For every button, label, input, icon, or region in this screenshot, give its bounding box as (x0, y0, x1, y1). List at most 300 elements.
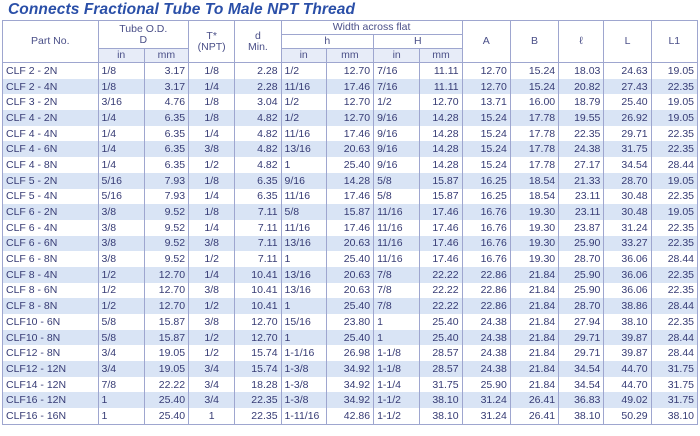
cell-l-script: 22.35 (559, 126, 604, 142)
cell-d-min: 22.35 (235, 408, 281, 424)
cell-tube-od-mm: 12.70 (144, 283, 188, 299)
table-row (3, 63, 698, 79)
cell-d-min: 12.70 (235, 330, 281, 346)
cell-h-in: 5/8 (281, 204, 326, 220)
cell-a: 22.86 (462, 283, 510, 299)
cell-hh-in: 9/16 (374, 126, 420, 142)
cell-l: 26.92 (604, 110, 651, 126)
cell-a: 15.24 (462, 126, 510, 142)
cell-l: 25.40 (604, 94, 651, 110)
cell-tube-od-mm: 7.93 (144, 189, 188, 205)
cell-l: 30.48 (604, 189, 651, 205)
cell-part-no: CLF 3 - 2N (3, 94, 99, 110)
cell-d-min: 4.82 (235, 141, 281, 157)
cell-d-min: 6.35 (235, 173, 281, 189)
cell-h-mm: 17.46 (326, 189, 373, 205)
cell-b: 21.84 (510, 283, 558, 299)
header-tube-od-sub: D (139, 33, 148, 46)
cell-l1: 28.44 (651, 345, 697, 361)
cell-hh-in: 5/8 (374, 173, 420, 189)
cell-tube-od-mm: 12.70 (144, 267, 188, 283)
cell-hh-in: 1-1/2 (374, 392, 420, 408)
cell-hh-in: 7/16 (374, 79, 420, 95)
cell-a: 24.38 (462, 330, 510, 346)
cell-thread-npt: 1/2 (189, 298, 235, 314)
cell-tube-od-mm: 25.40 (144, 392, 188, 408)
cell-d-min: 15.74 (235, 345, 281, 361)
cell-h-in: 11/16 (281, 220, 326, 236)
cell-a: 13.71 (462, 94, 510, 110)
cell-tube-od-in: 1/2 (98, 283, 144, 299)
cell-h-mm: 20.63 (326, 236, 373, 252)
cell-l-script: 23.87 (559, 220, 604, 236)
cell-part-no: CLF 8 - 6N (3, 283, 99, 299)
header-part-no: Part No. (3, 21, 99, 63)
cell-part-no: CLF 6 - 2N (3, 204, 99, 220)
cell-b: 17.78 (510, 157, 558, 173)
cell-hh-mm: 17.46 (420, 236, 462, 252)
cell-part-no: CLF 6 - 4N (3, 220, 99, 236)
cell-l1: 22.35 (651, 283, 697, 299)
cell-l-script: 25.90 (559, 267, 604, 283)
cell-thread-npt: 1/2 (189, 251, 235, 267)
cell-l-script: 25.90 (559, 283, 604, 299)
cell-tube-od-in: 3/4 (98, 345, 144, 361)
header-h-big: H (374, 35, 463, 49)
cell-l: 27.43 (604, 79, 651, 95)
cell-h-mm: 20.63 (326, 283, 373, 299)
cell-d-min: 15.74 (235, 361, 281, 377)
cell-h-in: 11/16 (281, 189, 326, 205)
header-thread (189, 21, 235, 63)
cell-h-in: 1 (281, 330, 326, 346)
cell-hh-in: 1 (374, 330, 420, 346)
cell-hh-in: 1-1/8 (374, 361, 420, 377)
cell-thread-npt: 3/4 (189, 377, 235, 393)
cell-thread-npt: 1/8 (189, 110, 235, 126)
cell-b: 19.30 (510, 220, 558, 236)
cell-l-script: 27.94 (559, 314, 604, 330)
cell-hh-in: 1/2 (374, 94, 420, 110)
unit-mm: mm (144, 49, 188, 63)
cell-h-mm: 12.70 (326, 94, 373, 110)
cell-l: 34.54 (604, 157, 651, 173)
cell-l: 36.06 (604, 283, 651, 299)
cell-tube-od-mm: 3.17 (144, 63, 188, 79)
cell-tube-od-in: 5/8 (98, 330, 144, 346)
cell-b: 17.78 (510, 126, 558, 142)
cell-l1: 22.35 (651, 189, 697, 205)
cell-d-min: 7.11 (235, 236, 281, 252)
cell-hh-in: 9/16 (374, 141, 420, 157)
cell-hh-mm: 28.57 (420, 345, 462, 361)
cell-a: 22.86 (462, 267, 510, 283)
cell-part-no: CLF14 - 12N (3, 377, 99, 393)
cell-h-mm: 42.86 (326, 408, 373, 424)
cell-hh-in: 7/16 (374, 63, 420, 79)
cell-hh-mm: 17.46 (420, 220, 462, 236)
cell-l-script: 23.11 (559, 204, 604, 220)
cell-d-min: 10.41 (235, 298, 281, 314)
cell-part-no: CLF 4 - 8N (3, 157, 99, 173)
cell-d-min: 3.04 (235, 94, 281, 110)
cell-tube-od-mm: 25.40 (144, 408, 188, 424)
cell-a: 16.25 (462, 189, 510, 205)
cell-hh-mm: 25.40 (420, 330, 462, 346)
cell-thread-npt: 3/4 (189, 392, 235, 408)
cell-tube-od-mm: 9.52 (144, 204, 188, 220)
cell-thread-npt: 1/4 (189, 267, 235, 283)
cell-hh-mm: 25.40 (420, 314, 462, 330)
cell-l: 31.75 (604, 141, 651, 157)
cell-tube-od-mm: 6.35 (144, 126, 188, 142)
cell-l1: 31.75 (651, 361, 697, 377)
cell-part-no: CLF 6 - 6N (3, 236, 99, 252)
cell-thread-npt: 3/8 (189, 314, 235, 330)
cell-part-no: CLF10 - 8N (3, 330, 99, 346)
cell-hh-mm: 38.10 (420, 408, 462, 424)
cell-a: 15.24 (462, 141, 510, 157)
cell-l-script: 20.82 (559, 79, 604, 95)
table-row (3, 189, 698, 205)
table-row (3, 330, 698, 346)
cell-l1: 19.05 (651, 63, 697, 79)
cell-l1: 38.10 (651, 408, 697, 424)
cell-h-in: 1-3/8 (281, 377, 326, 393)
table-row (3, 79, 698, 95)
cell-thread-npt: 1/2 (189, 330, 235, 346)
cell-h-in: 1/2 (281, 110, 326, 126)
cell-thread-npt: 1/4 (189, 189, 235, 205)
cell-tube-od-mm: 15.87 (144, 314, 188, 330)
cell-l-script: 28.70 (559, 251, 604, 267)
cell-tube-od-in: 1 (98, 408, 144, 424)
table-row (3, 204, 698, 220)
cell-tube-od-mm: 6.35 (144, 141, 188, 157)
cell-h-mm: 12.70 (326, 110, 373, 126)
cell-l1: 22.35 (651, 236, 697, 252)
cell-tube-od-in: 1/4 (98, 141, 144, 157)
cell-b: 15.24 (510, 79, 558, 95)
cell-d-min: 10.41 (235, 283, 281, 299)
cell-hh-mm: 11.11 (420, 79, 462, 95)
cell-l: 39.87 (604, 345, 651, 361)
table-row (3, 298, 698, 314)
cell-h-mm: 26.98 (326, 345, 373, 361)
cell-tube-od-in: 1 (98, 392, 144, 408)
cell-thread-npt: 1/8 (189, 204, 235, 220)
cell-d-min: 4.82 (235, 157, 281, 173)
cell-l-script: 24.38 (559, 141, 604, 157)
cell-tube-od-in: 1/2 (98, 267, 144, 283)
cell-hh-mm: 15.87 (420, 189, 462, 205)
cell-a: 31.24 (462, 392, 510, 408)
cell-hh-in: 11/16 (374, 204, 420, 220)
header-tube-od-label: Tube O.D. (119, 22, 168, 35)
cell-l-script: 28.70 (559, 298, 604, 314)
header-thread-sub: (NPT) (197, 40, 226, 53)
cell-a: 16.76 (462, 204, 510, 220)
cell-thread-npt: 1/8 (189, 94, 235, 110)
cell-h-mm: 12.70 (326, 63, 373, 79)
table-row (3, 392, 698, 408)
cell-h-mm: 20.63 (326, 141, 373, 157)
cell-tube-od-in: 3/8 (98, 220, 144, 236)
cell-d-min: 6.35 (235, 189, 281, 205)
cell-part-no: CLF 8 - 4N (3, 267, 99, 283)
cell-tube-od-mm: 19.05 (144, 361, 188, 377)
cell-hh-mm: 17.46 (420, 251, 462, 267)
cell-b: 21.84 (510, 267, 558, 283)
cell-l-script: 18.03 (559, 63, 604, 79)
cell-l-script: 29.71 (559, 345, 604, 361)
cell-l1: 19.05 (651, 110, 697, 126)
cell-b: 26.41 (510, 408, 558, 424)
cell-part-no: CLF12 - 12N (3, 361, 99, 377)
cell-b: 26.41 (510, 392, 558, 408)
cell-hh-in: 1 (374, 314, 420, 330)
cell-a: 16.76 (462, 220, 510, 236)
cell-hh-mm: 31.75 (420, 377, 462, 393)
cell-b: 19.30 (510, 236, 558, 252)
cell-thread-npt: 3/4 (189, 361, 235, 377)
cell-h-in: 13/16 (281, 236, 326, 252)
cell-a: 16.76 (462, 251, 510, 267)
header-d-sub: Min. (248, 40, 268, 53)
table-row (3, 141, 698, 157)
unit-mm: mm (420, 49, 462, 63)
cell-l-script: 19.55 (559, 110, 604, 126)
cell-hh-in: 7/8 (374, 298, 420, 314)
cell-a: 24.38 (462, 345, 510, 361)
cell-thread-npt: 1/4 (189, 126, 235, 142)
cell-part-no: CLF 2 - 4N (3, 79, 99, 95)
cell-l-script: 23.11 (559, 189, 604, 205)
cell-b: 21.84 (510, 330, 558, 346)
unit-in: in (374, 49, 420, 63)
cell-l1: 22.35 (651, 220, 697, 236)
cell-hh-mm: 28.57 (420, 361, 462, 377)
cell-a: 12.70 (462, 79, 510, 95)
cell-tube-od-in: 1/4 (98, 126, 144, 142)
table-row (3, 126, 698, 142)
cell-l: 24.63 (604, 63, 651, 79)
spec-table (2, 20, 698, 425)
cell-l: 36.06 (604, 267, 651, 283)
cell-l: 38.86 (604, 298, 651, 314)
cell-l-script: 38.10 (559, 408, 604, 424)
cell-tube-od-in: 1/8 (98, 63, 144, 79)
cell-hh-mm: 12.70 (420, 94, 462, 110)
cell-d-min: 4.82 (235, 126, 281, 142)
cell-l1: 31.75 (651, 377, 697, 393)
cell-d-min: 7.11 (235, 251, 281, 267)
cell-l1: 28.44 (651, 330, 697, 346)
cell-h-in: 1 (281, 157, 326, 173)
cell-a: 31.24 (462, 408, 510, 424)
cell-hh-mm: 17.46 (420, 204, 462, 220)
cell-l: 49.02 (604, 392, 651, 408)
cell-d-min: 2.28 (235, 63, 281, 79)
cell-l1: 22.35 (651, 126, 697, 142)
header-b: B (510, 21, 558, 63)
cell-l1: 31.75 (651, 392, 697, 408)
cell-b: 21.84 (510, 345, 558, 361)
cell-part-no: CLF10 - 6N (3, 314, 99, 330)
cell-tube-od-in: 3/8 (98, 204, 144, 220)
cell-b: 21.84 (510, 377, 558, 393)
table-row (3, 236, 698, 252)
cell-part-no: CLF 6 - 8N (3, 251, 99, 267)
cell-l1: 22.35 (651, 314, 697, 330)
cell-l: 33.27 (604, 236, 651, 252)
cell-l1: 19.05 (651, 204, 697, 220)
cell-tube-od-in: 3/8 (98, 236, 144, 252)
cell-l-script: 29.71 (559, 330, 604, 346)
cell-l: 44.70 (604, 361, 651, 377)
cell-hh-mm: 14.28 (420, 110, 462, 126)
cell-part-no: CLF16 - 16N (3, 408, 99, 424)
cell-hh-mm: 22.22 (420, 298, 462, 314)
cell-h-in: 1/2 (281, 94, 326, 110)
cell-h-mm: 17.46 (326, 220, 373, 236)
cell-hh-in: 1-1/8 (374, 345, 420, 361)
header-a: A (462, 21, 510, 63)
cell-h-in: 1-3/8 (281, 392, 326, 408)
cell-d-min: 22.35 (235, 392, 281, 408)
cell-h-mm: 23.80 (326, 314, 373, 330)
cell-l1: 28.44 (651, 251, 697, 267)
cell-l: 36.06 (604, 251, 651, 267)
cell-l-script: 25.90 (559, 236, 604, 252)
cell-tube-od-mm: 19.05 (144, 345, 188, 361)
cell-l1: 19.05 (651, 94, 697, 110)
cell-b: 21.84 (510, 314, 558, 330)
cell-thread-npt: 3/8 (189, 283, 235, 299)
cell-b: 16.00 (510, 94, 558, 110)
cell-tube-od-in: 3/16 (98, 94, 144, 110)
header-thread-label: T* (206, 29, 217, 42)
cell-tube-od-mm: 22.22 (144, 377, 188, 393)
cell-h-in: 1-1/16 (281, 345, 326, 361)
cell-l-script: 34.54 (559, 361, 604, 377)
cell-tube-od-in: 5/8 (98, 314, 144, 330)
cell-tube-od-mm: 6.35 (144, 110, 188, 126)
cell-l-script: 27.17 (559, 157, 604, 173)
cell-b: 18.54 (510, 173, 558, 189)
table-row (3, 267, 698, 283)
cell-hh-in: 5/8 (374, 189, 420, 205)
table-row (3, 314, 698, 330)
cell-d-min: 4.82 (235, 110, 281, 126)
cell-d-min: 18.28 (235, 377, 281, 393)
cell-tube-od-in: 7/8 (98, 377, 144, 393)
cell-l: 44.70 (604, 377, 651, 393)
cell-tube-od-in: 5/16 (98, 189, 144, 205)
cell-hh-mm: 14.28 (420, 141, 462, 157)
cell-a: 15.24 (462, 157, 510, 173)
cell-tube-od-in: 5/16 (98, 173, 144, 189)
cell-hh-in: 11/16 (374, 236, 420, 252)
cell-thread-npt: 1/2 (189, 157, 235, 173)
unit-in: in (281, 49, 326, 63)
cell-b: 15.24 (510, 63, 558, 79)
cell-a: 24.38 (462, 361, 510, 377)
cell-tube-od-mm: 12.70 (144, 298, 188, 314)
cell-hh-mm: 22.22 (420, 267, 462, 283)
cell-part-no: CLF 4 - 2N (3, 110, 99, 126)
cell-l1: 19.05 (651, 173, 697, 189)
cell-hh-mm: 22.22 (420, 283, 462, 299)
cell-hh-mm: 15.87 (420, 173, 462, 189)
cell-tube-od-mm: 9.52 (144, 236, 188, 252)
cell-hh-in: 7/8 (374, 267, 420, 283)
cell-tube-od-mm: 15.87 (144, 330, 188, 346)
cell-h-in: 1/2 (281, 63, 326, 79)
cell-b: 21.84 (510, 298, 558, 314)
table-row (3, 94, 698, 110)
cell-a: 12.70 (462, 63, 510, 79)
cell-a: 24.38 (462, 314, 510, 330)
cell-thread-npt: 1/4 (189, 79, 235, 95)
cell-tube-od-mm: 4.76 (144, 94, 188, 110)
cell-h-mm: 17.46 (326, 126, 373, 142)
table-row (3, 220, 698, 236)
cell-h-in: 1-11/16 (281, 408, 326, 424)
cell-l-script: 34.54 (559, 377, 604, 393)
cell-h-mm: 34.92 (326, 361, 373, 377)
cell-part-no: CLF 5 - 4N (3, 189, 99, 205)
cell-tube-od-mm: 3.17 (144, 79, 188, 95)
unit-in: in (98, 49, 144, 63)
cell-hh-in: 9/16 (374, 110, 420, 126)
cell-h-in: 1-3/8 (281, 361, 326, 377)
table-row (3, 251, 698, 267)
cell-part-no: CLF16 - 12N (3, 392, 99, 408)
header-l: L (604, 21, 651, 63)
table-row (3, 377, 698, 393)
cell-l: 50.29 (604, 408, 651, 424)
cell-l: 30.48 (604, 204, 651, 220)
table-row (3, 408, 698, 424)
cell-h-mm: 34.92 (326, 377, 373, 393)
cell-tube-od-in: 1/4 (98, 110, 144, 126)
cell-h-mm: 17.46 (326, 79, 373, 95)
cell-l: 31.24 (604, 220, 651, 236)
cell-a: 25.90 (462, 377, 510, 393)
cell-thread-npt: 3/8 (189, 141, 235, 157)
table-row (3, 173, 698, 189)
cell-a: 15.24 (462, 110, 510, 126)
cell-tube-od-mm: 7.93 (144, 173, 188, 189)
cell-d-min: 10.41 (235, 267, 281, 283)
cell-h-in: 13/16 (281, 267, 326, 283)
cell-hh-mm: 14.28 (420, 126, 462, 142)
cell-h-in: 11/16 (281, 126, 326, 142)
cell-h-mm: 25.40 (326, 251, 373, 267)
cell-tube-od-in: 3/4 (98, 361, 144, 377)
header-d-label: d (255, 29, 261, 42)
cell-d-min: 7.11 (235, 220, 281, 236)
cell-l: 39.87 (604, 330, 651, 346)
cell-b: 19.30 (510, 204, 558, 220)
cell-h-in: 9/16 (281, 173, 326, 189)
cell-thread-npt: 1/8 (189, 63, 235, 79)
cell-d-min: 2.28 (235, 79, 281, 95)
cell-h-in: 13/16 (281, 141, 326, 157)
cell-part-no: CLF 2 - 2N (3, 63, 99, 79)
unit-mm: mm (326, 49, 373, 63)
